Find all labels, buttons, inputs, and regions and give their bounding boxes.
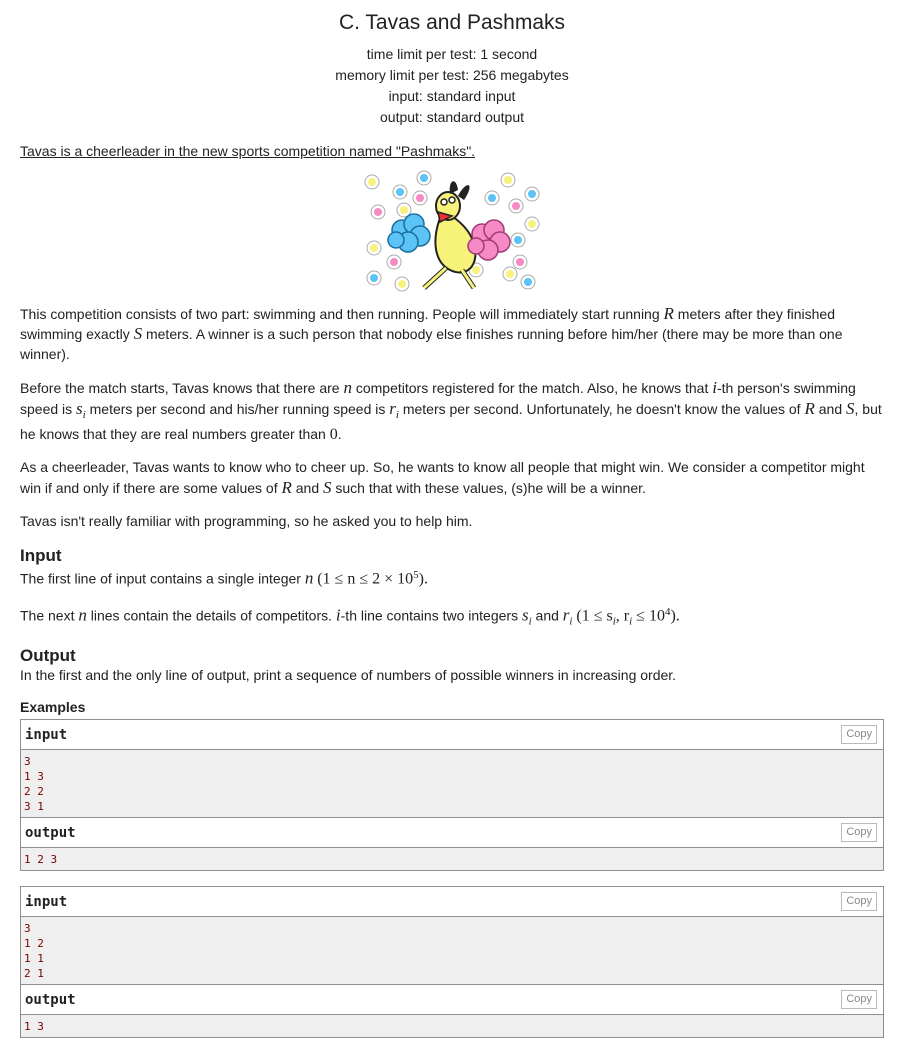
output-label: output xyxy=(25,991,76,1008)
paragraph-competitors: Before the match starts, Tavas knows that there are n competitors registered for the match. Also, he knows that i-th person's swimming speed is $s_i$ meters per second and his/her running speed is $r_i$ meters per second. Unfortunately, he doesn't know the values of R and S, but he knows that they are real numbers greater than 0. xyxy=(20,378,882,443)
input-section-title: Input xyxy=(20,545,62,565)
paragraph-help: Tavas isn't really familiar with programming, so he asked you to help him. xyxy=(20,513,473,530)
example-1-input-header xyxy=(21,720,883,750)
example-2-input[interactable]: 3 1 2 1 1 2 1 xyxy=(21,917,883,985)
examples-section xyxy=(20,699,884,1038)
problem-statement xyxy=(20,0,884,1053)
output-text: In the first and the only line of output, print a sequence of numbers of possible winners in increasing order. xyxy=(20,666,677,683)
example-2-output[interactable]: 1 3 xyxy=(21,1015,883,1037)
input-file: input: standard input xyxy=(388,88,516,104)
input-specification xyxy=(20,546,884,632)
copy-button[interactable]: Copy xyxy=(841,725,877,744)
output-specification xyxy=(20,646,884,686)
copy-button[interactable]: Copy xyxy=(841,892,877,911)
example-1-output[interactable]: 1 2 3 xyxy=(21,848,883,870)
examples-title: Examples xyxy=(20,699,86,716)
problem-header xyxy=(20,11,884,128)
copy-button[interactable]: Copy xyxy=(841,990,877,1009)
input-line-1: The first line of input contains a single integer n $(1 \le n \le 2 \times 10^5)$. xyxy=(20,568,428,588)
memory-limit: memory limit per test: 256 megabytes xyxy=(335,67,569,83)
example-2-output-header xyxy=(21,985,883,1015)
input-line-2: The next n lines contain the details of competitors. i-th line contains two integers $s_i$ and $r_i$ ($1 \le s_i$, $r_i \le 10^4$). xyxy=(20,605,680,628)
input-label: input xyxy=(25,726,68,743)
cheerleader-illustration xyxy=(362,170,542,294)
problem-title: C. Tavas and Pashmaks xyxy=(338,11,566,34)
example-2 xyxy=(20,886,884,1038)
paragraph-competition: This competition consists of two part: swimming and then running. People will immediately start running R meters after they finished swimming exactly S meters. A winner is a such person that nobody else finishes running before him/her (there may be more than one winner). xyxy=(20,303,843,362)
example-2-input-header xyxy=(21,887,883,917)
output-file: output: standard output xyxy=(380,109,524,125)
example-1-input[interactable]: 3 1 3 2 2 3 1 xyxy=(21,750,883,818)
paragraph-cheerleader: As a cheerleader, Tavas wants to know who to cheer up. So, he wants to know all people that might win. We consider a competitor might win if and only if there are some values of R and S such that with these values, (s)he will be a winner. xyxy=(20,459,865,497)
input-label: input xyxy=(25,893,68,910)
output-section-title: Output xyxy=(20,645,76,665)
time-limit: time limit per test: 1 second xyxy=(366,46,538,62)
example-1-output-header xyxy=(21,818,883,848)
example-1 xyxy=(20,719,884,871)
output-label: output xyxy=(25,824,76,841)
copy-button[interactable]: Copy xyxy=(841,823,877,842)
intro-paragraph: Tavas is a cheerleader in the new sports competition named "Pashmaks". xyxy=(20,143,476,159)
